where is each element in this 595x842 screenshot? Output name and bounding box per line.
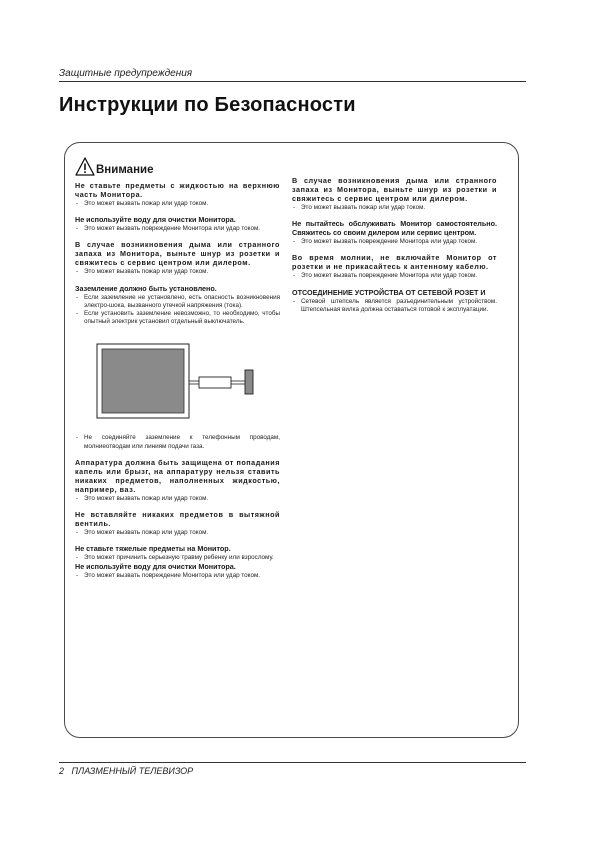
warning-heading: Аппаратура должна быть защищена от попадания капель или брызг, на аппаратуру нельзя ставить никаких предметов, наполненных жидкостью, например, ваз. [75,457,280,494]
warning-heading: В случае возникновения дыма или странного запаха из Монитора, выньте шнур из розетки и свяжитесь с сервис центром или дилером. [75,240,280,268]
warning-bullet: - Это может причинить серьезную травму ребенку или взрослому. [75,554,280,562]
warning-heading: В случае возникновения дыма или странного запаха из Монитора, выньте шнур из розетки и свяжитесь с сервис центром или дилером. [292,176,497,203]
warning-bullet: - Это может вызвать повреждение Монитора или удар током. [292,272,497,280]
warning-bullet: - Если установить заземление невозможно, то необходимо, чтобы опытный электрик установил отдельный выключатель. [75,310,280,326]
warning-bullet: - Сетевой штепсель является разъединительным устройством. Штепсельная вилка должна оставаться готовой к эксплуатации. [292,298,497,314]
warning-heading: Не ставьте тяжелые предметы на Монитор. [75,544,231,554]
warning-heading: Заземление должно быть установлено. [75,283,217,293]
right-column [292,176,497,314]
left-column [75,156,280,581]
disconnect-heading: ОТСОЕДИНЕНИЕ УСТРОЙСТВА ОТ СЕТЕВОЙ РОЗЕТ И [292,287,486,297]
warning-bullet: - Если заземление не установлено, есть опасность возникновения электро-шока, вызванного утечкой напряжения (тока). [75,294,280,310]
grounding-illustration [75,340,280,424]
warning-bullet: - Это может вызвать пожар или удар током. [292,204,497,212]
section-header: Защитные предупреждения [59,68,193,79]
caution-heading [75,156,280,176]
warning-bullet: - Это может вызвать пожар или удар током. [75,200,280,208]
warning-heading: Не ставьте предметы с жидкостью на верхнюю часть Монитора. [75,181,280,199]
caution-title: Внимание [96,164,154,176]
warning-bullet: - Это может вызвать повреждение Монитора или удар током. [75,572,280,580]
page-title: Инструкции по Безопасности [59,94,356,116]
warning-bullet: - Это может вызвать повреждение Монитора или удар током. [75,225,280,233]
grounding-diagram [75,340,280,424]
warning-bullet: - Не соединяйте заземление к телефонным проводам, молниеотводам или линиям подачи газа. [75,434,280,450]
header-divider [59,81,526,82]
warning-bullet: - Это может вызвать пожар или удар током. [75,495,280,503]
warning-triangle-icon [75,157,95,176]
warning-bullet: - Это может вызвать повреждение Монитора или удар током. [292,238,497,246]
warning-bullet: - Это может вызвать пожар или удар током. [75,529,280,537]
warning-heading: Не вставляйте никаких предметов в вытяжной вентиль. [75,510,280,529]
page-footer: 2 ПЛАЗМЕННЫЙ ТЕЛЕВИЗОР [59,766,194,776]
warning-bullet: - Это может вызвать пожар или удар током. [75,268,280,276]
warning-heading: Не используйте воду для очистки Монитора. [75,215,236,225]
warning-heading: Не пытайтесь обслуживать Монитор самостоятельно. Свяжитесь со своим дилером или сервис центром. [292,219,497,238]
warning-heading: Не используйте воду для очистки Монитора. [75,562,236,572]
warning-heading: Во время молнии, не включайте Монитор от розетки и не прикасайтесь к антенному кабелю. [292,253,497,272]
footer-divider [59,762,526,763]
